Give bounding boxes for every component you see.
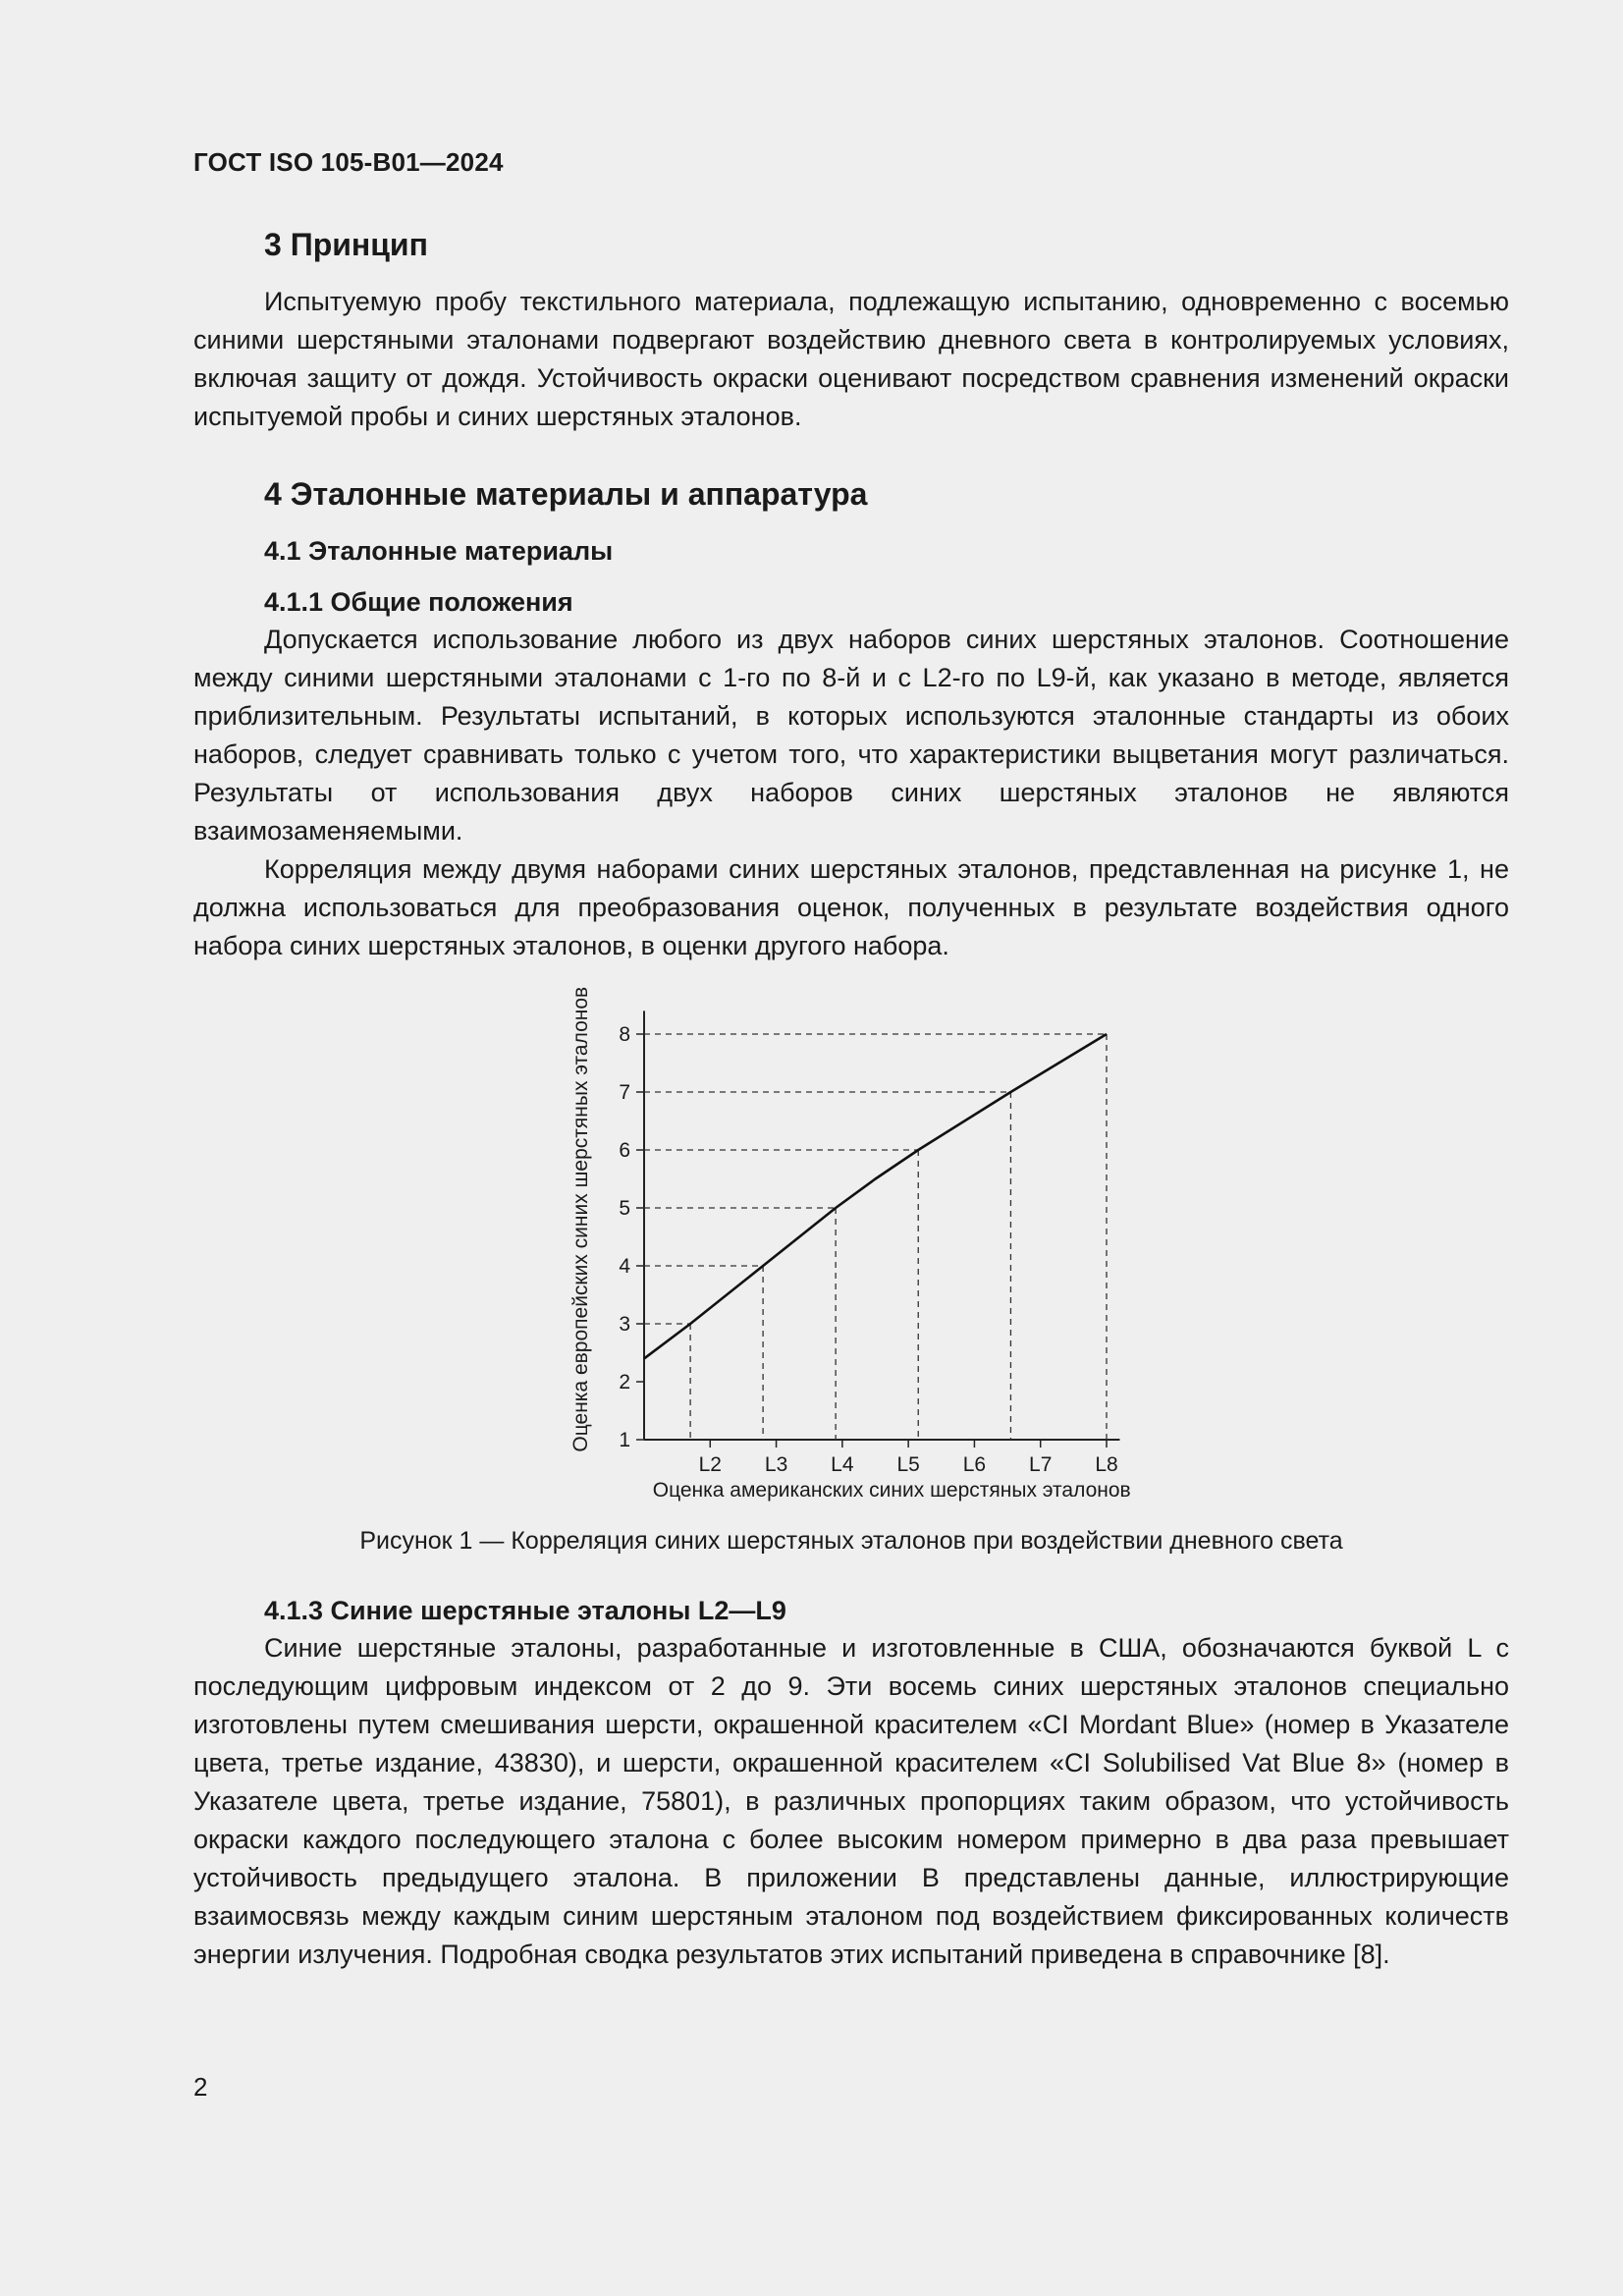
y-tick-label: 5 (619, 1197, 630, 1220)
section-3-paragraph: Испытуемую пробу текстильного материала, подлежащую испытанию, одновременно с восемью синими шерстяными эталонами подвергают воздействию дневного света в контролируемых условиях, включая защиту от дождя. Устойчивость окраски оценивают посредством сравнения изменений окраски испытуемой пробы и синих шерстяных эталонов. (193, 287, 1509, 431)
subsection-4-1-1-title: 4.1.1 Общие положения (264, 587, 573, 617)
y-tick-label: 7 (619, 1081, 630, 1104)
correlation-chart (547, 987, 1332, 1517)
subsection-4-1-3-paragraph: Синие шерстяные эталоны, разработанные и изготовленные в США, обозначаются буквой L с последующим цифровым индексом от 2 до 9. Эти восемь синих шерстяных эталонов специально изготовлены путем смешивания шерсти, окрашенной красителем «CI Mordant Blue» (номер в Указателе цвета, третье издание, 43830), и шерсти, окрашенной красителем «CI Solubilised Vat Blue 8» (номер в Указателе цвета, третье издание, 75801), в различных пропорциях таким образом, что устойчивость окраски каждого последующего эталона с более высоким номером примерно в два раза превышает устойчивость предыдущего эталона. В приложении В представлены данные, иллюстрирующие взаимосвязь между каждым синим шерстяным эталоном под воздействием фиксированных количеств энергии излучения. Подробная сводка результатов этих испытаний приведена в справочнике [8]. (193, 1633, 1509, 1969)
x-tick-label: L3 (764, 1453, 788, 1476)
subsection-4-1-1-paragraph-2: Корреляция между двумя наборами синих шерстяных эталонов, представленная на рисунке 1, не должна использоваться для преобразования оценок, полученных в результате воздействия одного набора синих шерстяных эталонов, в оценки другого набора. (193, 854, 1509, 960)
page-header-standard: ГОСТ ISO 105-B01—2024 (193, 147, 504, 177)
subsection-4-1-title: 4.1 Эталонные материалы (264, 536, 614, 566)
x-tick-label: L8 (1095, 1453, 1118, 1476)
x-tick-label: L5 (896, 1453, 920, 1476)
section-4-title: 4 Эталонные материалы и аппаратура (264, 476, 868, 512)
x-axis-label: Оценка американских синих шерстяных эталонов (652, 1479, 1131, 1502)
figure-caption: Рисунок 1 — Корреляция синих шерстяных эталонов при воздействии дневного света (359, 1527, 1343, 1555)
x-tick-label: L6 (962, 1453, 987, 1476)
x-tick-label: L7 (1029, 1453, 1053, 1476)
correlation-line (644, 1034, 1107, 1358)
figure-1 (193, 987, 1509, 1558)
y-tick-label: 2 (619, 1371, 630, 1394)
y-tick-label: 8 (619, 1023, 630, 1046)
subsection-4-1-3-title: 4.1.3 Синие шерстяные эталоны L2—L9 (264, 1596, 786, 1625)
x-tick-label: L4 (831, 1453, 854, 1476)
document-body (193, 224, 1509, 1974)
subsection-4-1-1-paragraph-1: Допускается использование любого из двух наборов синих шерстяных эталонов. Соотношение между синими шерстяными эталонами с 1-го по 8-й и с L2-го по L9-й, как указано в методе, является приблизительным. Результаты испытаний, в которых используются эталонные стандарты из обоих наборов, следует сравнивать только с учетом того, что характеристики выцветания могут различаться. Результаты от использования двух наборов синих шерстяных эталонов не являются взаимозаменяемыми. (193, 625, 1509, 846)
y-tick-label: 4 (619, 1255, 630, 1278)
section-3-title: 3 Принцип (264, 227, 428, 262)
y-tick-label: 3 (619, 1313, 630, 1336)
y-tick-label: 6 (619, 1139, 630, 1162)
page-number: 2 (193, 2072, 208, 2102)
y-tick-label: 1 (619, 1429, 630, 1451)
x-tick-label: L2 (698, 1453, 722, 1476)
y-axis-label: Оценка европейских синих шерстяных эталонов (569, 986, 592, 1452)
